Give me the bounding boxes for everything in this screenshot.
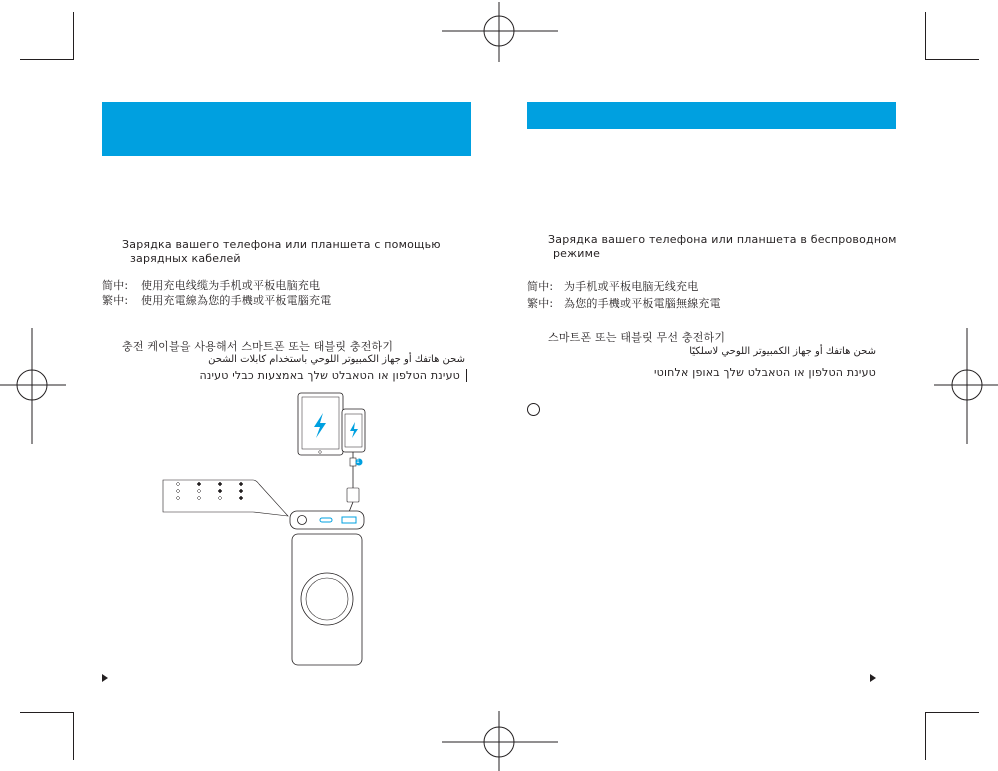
russian-heading-continued: зарядных кабелей bbox=[130, 252, 241, 265]
hebrew-heading: טעינת הטלפון או הטאבלט שלך באופן אלחוטי bbox=[653, 366, 876, 379]
korean-heading: 스마트폰 또는 태블릿 무선 충전하기 bbox=[548, 331, 726, 344]
cn-traditional-text: 使用充電線為您的手機或平板電腦充電 bbox=[141, 294, 332, 307]
registration-mark-icon bbox=[442, 2, 558, 62]
russian-heading: Зарядка вашего телефона или планшета с помощью bbox=[122, 238, 441, 251]
arabic-heading: شحن هاتفك أو جهاز الكمبيوتر اللوحي لاسلكيًا bbox=[689, 346, 876, 357]
registration-mark-icon bbox=[0, 328, 66, 444]
cn-simplified-label: 简中: bbox=[527, 280, 554, 293]
hebrew-heading: טעינת הטלפון או הטאבלט שלך באמצעות כבלי טעינה bbox=[199, 369, 460, 382]
cable-charging-illustration bbox=[160, 390, 380, 670]
cn-traditional-label: 繁中: bbox=[527, 297, 554, 310]
cn-simplified-text: 使用充电线缆为手机或平板电脑充电 bbox=[141, 279, 321, 292]
russian-heading-continued: режиме bbox=[553, 247, 601, 260]
cn-simplified-text: 为手机或平板电脑无线充电 bbox=[564, 280, 699, 293]
registration-mark-icon bbox=[934, 328, 998, 444]
info-circle-icon bbox=[527, 403, 540, 416]
text-cursor-bar bbox=[466, 369, 467, 382]
callout-number: 1 bbox=[356, 458, 361, 465]
power-bank-ports bbox=[290, 511, 364, 529]
page-arrow-icon[interactable] bbox=[870, 674, 876, 682]
russian-heading: Зарядка вашего телефона или планшета в беспроводном bbox=[548, 233, 897, 246]
section-banner bbox=[527, 102, 896, 129]
korean-heading: 충전 케이블을 사용해서 스마트폰 또는 태블릿 충전하기 bbox=[122, 340, 394, 353]
section-banner bbox=[102, 102, 471, 156]
registration-mark-icon bbox=[442, 711, 558, 771]
page-arrow-icon[interactable] bbox=[102, 674, 108, 682]
cn-traditional-text: 為您的手機或平板電腦無線充電 bbox=[564, 297, 721, 310]
power-bank-icon bbox=[292, 534, 362, 665]
cn-simplified-label: 简中: bbox=[102, 279, 129, 292]
arabic-heading: شحن هاتفك أو جهاز الكمبيوتر اللوحي باستخدام كابلات الشحن bbox=[208, 354, 465, 365]
cn-traditional-label: 繁中: bbox=[102, 294, 129, 307]
